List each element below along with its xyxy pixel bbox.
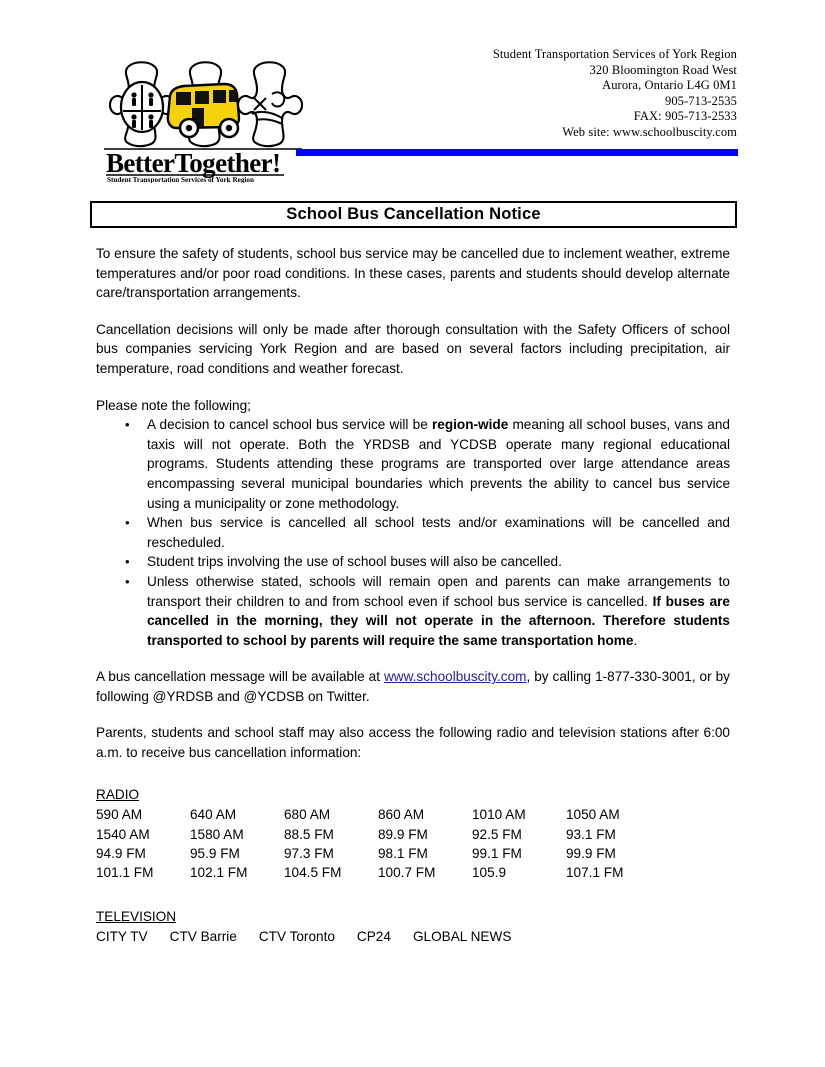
radio-station: 1010 AM bbox=[472, 807, 526, 823]
radio-station: 104.5 FM bbox=[284, 865, 342, 881]
television-heading: TELEVISION bbox=[96, 908, 177, 924]
radio-station: 860 AM bbox=[378, 807, 425, 823]
tv-station: GLOBAL NEWS bbox=[412, 929, 512, 945]
television-station-table bbox=[96, 927, 533, 946]
contact-line-phone: 905-713-2535 bbox=[664, 93, 737, 108]
message-text-post: , by calling 1-877-330-3001, or by following @YRDSB and @YCDSB on Twitter. bbox=[96, 669, 730, 704]
contact-line-website: Web site: www.schoolbuscity.com bbox=[562, 124, 737, 139]
paragraph-safety: To ensure the safety of students, school bus service may be cancelled due to inclement weather, extreme temperatures and/or poor road conditions. In these cases, parents and students should develop alternate care/transportation arrangements. bbox=[96, 246, 730, 301]
bullet-text-post: . bbox=[633, 632, 638, 648]
radio-station: 92.5 FM bbox=[472, 826, 522, 842]
radio-station: 101.1 FM bbox=[96, 865, 154, 881]
table-row bbox=[96, 863, 660, 882]
contact-line-city: Aurora, Ontario L4G 0M1 bbox=[602, 78, 737, 93]
tv-station: CP24 bbox=[356, 929, 391, 945]
bullet-text-pre: When bus service is cancelled all school tests and/or examinations will be cancelled and rescheduled. bbox=[147, 515, 730, 550]
page-title: School Bus Cancellation Notice bbox=[286, 205, 541, 223]
tv-station: CTV Toronto bbox=[258, 929, 335, 945]
bullet-text-post: meaning all school buses, vans and taxis will not operate. Both the YRDSB and YCDSB operate many regional educational programs. Students attending these programs are transported over large attendance areas encompassing several municipal boundaries which prevents the ability to cancel bus service using a municipality or zone methodology. bbox=[147, 417, 730, 511]
radio-station: 95.9 FM bbox=[190, 846, 240, 862]
radio-station: 680 AM bbox=[284, 807, 331, 823]
contact-line-org: Student Transportation Services of York Region bbox=[492, 47, 737, 61]
radio-station: 102.1 FM bbox=[190, 865, 248, 881]
emblem-icon bbox=[121, 82, 163, 132]
bullet-text-pre: A decision to cancel school bus service will be bbox=[147, 417, 432, 433]
radio-heading: RADIO bbox=[96, 786, 140, 802]
contact-line-street: 320 Bloomington Road West bbox=[589, 62, 737, 77]
document-header bbox=[0, 0, 825, 190]
radio-station: 107.1 FM bbox=[566, 865, 624, 881]
contact-line-fax: FAX: 905-713-2533 bbox=[633, 109, 737, 124]
radio-section bbox=[96, 785, 730, 883]
bullet-text-bold: region-wide bbox=[431, 417, 509, 433]
logo-wordmark: BetterTogether! bbox=[106, 148, 281, 178]
radio-station: 1580 AM bbox=[190, 826, 244, 842]
list-item bbox=[147, 415, 730, 513]
table-row bbox=[96, 927, 533, 946]
better-together-logo-graphic bbox=[96, 48, 326, 183]
list-item bbox=[147, 552, 730, 572]
message-text-pre: A bus cancellation message will be available at bbox=[96, 669, 384, 685]
tv-station: CTV Barrie bbox=[169, 929, 237, 945]
table-row bbox=[96, 825, 660, 844]
radio-station: 105.9 bbox=[472, 865, 507, 881]
bullet-text-pre: Unless otherwise stated, schools will remain open and parents can make arrangements to transport their children to and from school even if school bus service is cancelled. bbox=[147, 573, 730, 609]
radio-station: 93.1 FM bbox=[566, 826, 616, 842]
table-row bbox=[96, 844, 660, 863]
radio-station: 89.9 FM bbox=[378, 826, 428, 842]
paragraph-decision-process: Cancellation decisions will only be made after thorough consultation with the Safety Officers of school bus companies servicing York Region and are based on several factors including precipitation, air temperature, road conditions and weather forecast. bbox=[96, 321, 730, 376]
schoolbuscity-link[interactable]: www.schoolbuscity.com bbox=[383, 669, 527, 685]
document-body bbox=[96, 244, 730, 947]
radio-station: 100.7 FM bbox=[378, 865, 436, 881]
contact-info-block bbox=[493, 47, 737, 141]
list-item bbox=[147, 572, 730, 650]
radio-station: 1050 AM bbox=[566, 807, 620, 823]
list-item bbox=[147, 513, 730, 552]
radio-station: 97.3 FM bbox=[284, 846, 334, 862]
paragraph-please-note: Please note the following; bbox=[96, 397, 251, 413]
radio-station: 99.9 FM bbox=[566, 846, 616, 862]
notice-bullet-list bbox=[96, 415, 730, 650]
radio-station: 98.1 FM bbox=[378, 846, 428, 862]
radio-station: 590 AM bbox=[96, 807, 143, 823]
radio-station: 640 AM bbox=[190, 807, 237, 823]
notice-title-box bbox=[90, 201, 737, 228]
radio-station: 94.9 FM bbox=[96, 846, 146, 862]
paragraph-cancellation-message bbox=[96, 667, 730, 706]
radio-station-table bbox=[96, 805, 660, 883]
header-divider-rule bbox=[296, 149, 738, 156]
radio-station: 88.5 FM bbox=[284, 826, 334, 842]
radio-station: 1540 AM bbox=[96, 826, 150, 842]
television-section bbox=[96, 907, 730, 947]
bullet-text-bold: If buses are cancelled in the morning, they will not operate in the afternoon. Therefore students transported to school by parents will require the same transportation home bbox=[147, 593, 730, 648]
bullet-text-pre: Student trips involving the use of school buses will also be cancelled. bbox=[147, 554, 562, 570]
organization-logo bbox=[96, 48, 326, 183]
tv-station: CITY TV bbox=[96, 929, 148, 945]
logo-tagline: Student Transportation Services of York Region bbox=[107, 176, 255, 183]
radio-station: 99.1 FM bbox=[472, 846, 522, 862]
table-row bbox=[96, 805, 660, 824]
paragraph-broadcast-access: Parents, students and school staff may also access the following radio and television stations after 6:00 a.m. to receive bus cancellation information: bbox=[96, 725, 730, 761]
